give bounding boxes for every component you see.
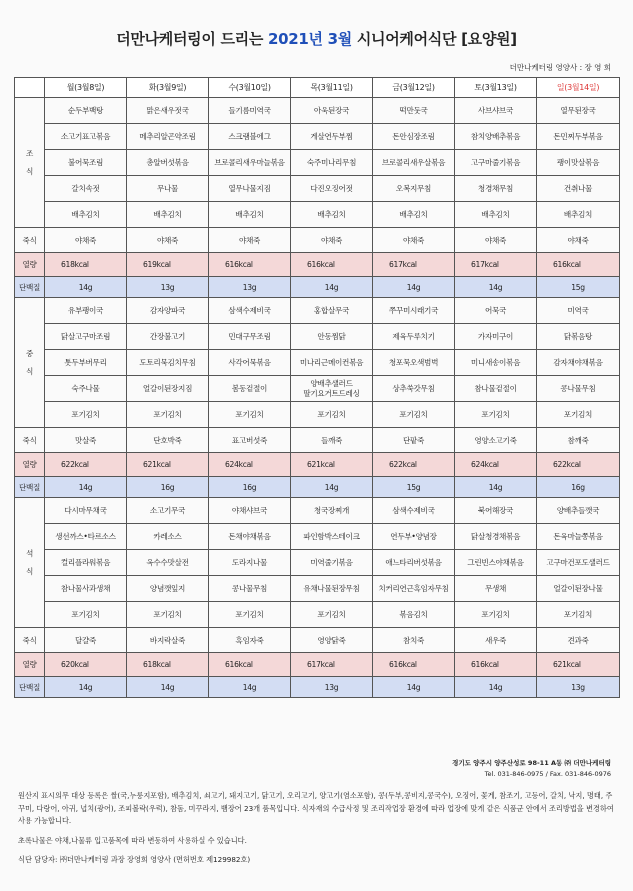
menu-cell: 안동찜닭 bbox=[291, 324, 373, 350]
menu-cell: 갈치속젓 bbox=[45, 176, 127, 202]
menu-cell: 게살연두부찜 bbox=[291, 124, 373, 150]
menu-cell: 배추김치 bbox=[45, 202, 127, 228]
calories-cell: 616kcal bbox=[209, 653, 291, 677]
menu-cell: 포기김치 bbox=[209, 602, 291, 628]
meal-label-char: 조 bbox=[25, 148, 34, 158]
menu-cell: 포기김치 bbox=[455, 402, 537, 428]
porridge-cell: 야채죽 bbox=[537, 228, 620, 253]
menu-cell: 돈육마늘쫑볶음 bbox=[537, 524, 620, 550]
calories-cell: 618kcal bbox=[127, 653, 209, 677]
porridge-cell: 영양소고기죽 bbox=[455, 428, 537, 453]
menu-cell: 미니새송이볶음 bbox=[455, 350, 537, 376]
notes bbox=[18, 790, 618, 874]
protein-cell: 15g bbox=[373, 477, 455, 498]
menu-cell: 도토리묵김치무침 bbox=[127, 350, 209, 376]
calories-row bbox=[15, 653, 620, 677]
calories-cell: 619kcal bbox=[127, 253, 209, 277]
calories-cell: 622kcal bbox=[373, 453, 455, 477]
menu-cell: 콩나물무침 bbox=[537, 376, 620, 402]
menu-row bbox=[15, 124, 620, 150]
menu-cell: 포기김치 bbox=[45, 602, 127, 628]
protein-cell: 14g bbox=[291, 477, 373, 498]
dietitian-credit: 더만나케터링 영양사 : 장 영 희 bbox=[509, 63, 611, 72]
menu-cell: 톳두부버무리 bbox=[45, 350, 127, 376]
menu-cell: 브로콜리새우살볶음 bbox=[373, 150, 455, 176]
calories-row bbox=[15, 453, 620, 477]
menu-cell: 순두부백탕 bbox=[45, 98, 127, 124]
menu-cell: 감자채야채볶음 bbox=[537, 350, 620, 376]
menu-cell: 배추김치 bbox=[291, 202, 373, 228]
protein-label: 단백질 bbox=[15, 677, 45, 698]
page-title bbox=[0, 28, 633, 49]
menu-cell: 봄동겉절이 bbox=[209, 376, 291, 402]
menu-cell: 삼색수제비국 bbox=[373, 498, 455, 524]
menu-cell: 감자양파국 bbox=[127, 298, 209, 324]
meal-label bbox=[15, 298, 45, 428]
menu-cell: 얼갈이된장지짐 bbox=[127, 376, 209, 402]
protein-cell: 14g bbox=[373, 677, 455, 698]
menu-cell: 포기김치 bbox=[537, 602, 620, 628]
menu-cell: 돈안심장조림 bbox=[373, 124, 455, 150]
porridge-cell: 야채죽 bbox=[373, 228, 455, 253]
menu-cell: 포기김치 bbox=[291, 602, 373, 628]
calories-label: 열량 bbox=[15, 453, 45, 477]
menu-cell: 포기김치 bbox=[127, 402, 209, 428]
menu-cell: 홍합살무국 bbox=[291, 298, 373, 324]
menu-cell: 그린빈스야채볶음 bbox=[455, 550, 537, 576]
title-suffix: 시니어케어식단 [요양원] bbox=[351, 30, 517, 48]
meal-label bbox=[15, 98, 45, 228]
protein-cell: 13g bbox=[291, 677, 373, 698]
menu-row bbox=[15, 498, 620, 524]
protein-cell: 13g bbox=[209, 277, 291, 298]
porridge-cell: 참깨죽 bbox=[537, 428, 620, 453]
protein-cell: 13g bbox=[537, 677, 620, 698]
menu-cell: 애느타리버섯볶음 bbox=[373, 550, 455, 576]
menu-cell bbox=[291, 376, 373, 402]
protein-cell: 15g bbox=[537, 277, 620, 298]
menu-cell: 양배추들깻국 bbox=[537, 498, 620, 524]
porridge-cell: 야채죽 bbox=[455, 228, 537, 253]
note-manager: 식단 담당자: ㈜더만나케터링 과장 장영희 영양사 (면허번호 제129982호) bbox=[18, 855, 251, 864]
protein-cell: 14g bbox=[45, 477, 127, 498]
porridge-cell: 야채죽 bbox=[127, 228, 209, 253]
meal-label-char: 중 bbox=[25, 348, 34, 358]
meal-label-char: 식 bbox=[25, 366, 34, 376]
porridge-cell: 표고버섯죽 bbox=[209, 428, 291, 453]
menu-cell: 배추김치 bbox=[373, 202, 455, 228]
meal-label-char: 석 bbox=[25, 548, 34, 558]
porridge-cell: 야채죽 bbox=[209, 228, 291, 253]
menu-cell: 포기김치 bbox=[455, 602, 537, 628]
menu-cell: 맑은새우젓국 bbox=[127, 98, 209, 124]
porridge-cell: 야채죽 bbox=[45, 228, 127, 253]
title-prefix: 더만나케터링이 드리는 bbox=[116, 30, 268, 48]
menu-cell: 옥수수맛살전 bbox=[127, 550, 209, 576]
menu-cell: 유부팽이국 bbox=[45, 298, 127, 324]
calories-cell: 622kcal bbox=[45, 453, 127, 477]
corner-cell bbox=[15, 78, 45, 98]
menu-cell: 카레소스 bbox=[127, 524, 209, 550]
day-header-sunday: 일(3월14일) bbox=[537, 78, 620, 98]
menu-cell: 팽이맛살볶음 bbox=[537, 150, 620, 176]
note-vegetables: 초록나물은 야채,나물류 입고품목에 따라 변동하여 사용하실 수 있습니다. bbox=[18, 835, 247, 845]
meal-label-char: 식 bbox=[25, 166, 34, 176]
meal-label-char: 식 bbox=[25, 566, 34, 576]
day-header-row bbox=[15, 78, 620, 98]
porridge-cell: 야채죽 bbox=[291, 228, 373, 253]
calories-row bbox=[15, 253, 620, 277]
calories-cell: 616kcal bbox=[537, 253, 620, 277]
menu-cell: 열무된장국 bbox=[537, 98, 620, 124]
day-header: 월(3월8일) bbox=[45, 78, 127, 98]
protein-cell: 14g bbox=[291, 277, 373, 298]
menu-cell: 무생채 bbox=[455, 576, 537, 602]
calories-label: 열량 bbox=[15, 253, 45, 277]
calories-cell: 624kcal bbox=[455, 453, 537, 477]
menu-cell: 컬리플라워볶음 bbox=[45, 550, 127, 576]
menu-cell: 소고기표고볶음 bbox=[45, 124, 127, 150]
company-phone: Tel. 031-846-0975 / Fax. 031-846-0976 bbox=[484, 770, 611, 778]
calories-label: 열량 bbox=[15, 653, 45, 677]
porridge-cell: 단팥죽 bbox=[373, 428, 455, 453]
menu-cell: 청포묵오색범벅 bbox=[373, 350, 455, 376]
menu-cell: 숙주나물 bbox=[45, 376, 127, 402]
menu-cell: 오복지무침 bbox=[373, 176, 455, 202]
menu-cell: 포기김치 bbox=[45, 402, 127, 428]
menu-cell: 유채나물된장무침 bbox=[291, 576, 373, 602]
menu-cell: 얼갈이된장나물 bbox=[537, 576, 620, 602]
porridge-label: 죽식 bbox=[15, 628, 45, 653]
porridge-row bbox=[15, 628, 620, 653]
menu-cell: 북어해장국 bbox=[455, 498, 537, 524]
calories-cell: 617kcal bbox=[455, 253, 537, 277]
menu-cell: 콩나물무침 bbox=[209, 576, 291, 602]
menu-cell: 고구마줄기볶음 bbox=[455, 150, 537, 176]
menu-cell: 돈민찌두부볶음 bbox=[537, 124, 620, 150]
menu-cell: 불어묵조림 bbox=[45, 150, 127, 176]
menu-cell: 고구마건포도샐러드 bbox=[537, 550, 620, 576]
menu-row bbox=[15, 350, 620, 376]
protein-row bbox=[15, 477, 620, 498]
calories-cell: 621kcal bbox=[127, 453, 209, 477]
protein-cell: 14g bbox=[127, 677, 209, 698]
menu-row bbox=[15, 176, 620, 202]
calories-cell: 621kcal bbox=[291, 453, 373, 477]
menu-cell: 참나물사과생채 bbox=[45, 576, 127, 602]
porridge-row bbox=[15, 428, 620, 453]
calories-cell: 616kcal bbox=[209, 253, 291, 277]
menu-cell: 배추김치 bbox=[455, 202, 537, 228]
menu-cell: 들기름미역국 bbox=[209, 98, 291, 124]
menu-cell: 배추김치 bbox=[537, 202, 620, 228]
menu-row bbox=[15, 98, 620, 124]
menu-cell: 쭈꾸미시래기국 bbox=[373, 298, 455, 324]
menu-cell: 연두부•양념장 bbox=[373, 524, 455, 550]
protein-cell: 13g bbox=[127, 277, 209, 298]
protein-cell: 16g bbox=[209, 477, 291, 498]
menu-cell: 청경채무침 bbox=[455, 176, 537, 202]
protein-label: 단백질 bbox=[15, 277, 45, 298]
menu-cell: 포기김치 bbox=[209, 402, 291, 428]
protein-cell: 16g bbox=[537, 477, 620, 498]
menu-cell: 총알버섯볶음 bbox=[127, 150, 209, 176]
day-header: 금(3월12일) bbox=[373, 78, 455, 98]
menu-cell-line: 딸기요거트드레싱 bbox=[303, 388, 360, 398]
menu-cell: 메추리알곤약조림 bbox=[127, 124, 209, 150]
menu-cell: 간장불고기 bbox=[127, 324, 209, 350]
menu-row bbox=[15, 402, 620, 428]
day-header: 화(3월9일) bbox=[127, 78, 209, 98]
calories-cell: 616kcal bbox=[455, 653, 537, 677]
menu-cell: 브로콜리새우마늘볶음 bbox=[209, 150, 291, 176]
menu-row bbox=[15, 550, 620, 576]
menu-cell: 다진오징어젓 bbox=[291, 176, 373, 202]
menu-cell: 제육두루치기 bbox=[373, 324, 455, 350]
menu-cell: 치커리연근흑임자무침 bbox=[373, 576, 455, 602]
calories-cell: 616kcal bbox=[373, 653, 455, 677]
menu-cell: 사브샤브국 bbox=[455, 98, 537, 124]
menu-cell: 배추김치 bbox=[127, 202, 209, 228]
day-header: 목(3월11일) bbox=[291, 78, 373, 98]
calories-cell: 617kcal bbox=[373, 253, 455, 277]
protein-cell: 14g bbox=[455, 677, 537, 698]
porridge-cell: 견과죽 bbox=[537, 628, 620, 653]
menu-cell: 미역줄기볶음 bbox=[291, 550, 373, 576]
protein-row bbox=[15, 277, 620, 298]
note-origin: 원산지 표시의무 대상 등록은 쌀(국,누룽지포함), 배추김치, 쇠고기, 돼지고기, 닭고기, 오리고기, 양고기(염소포함), 콩(두부,콩비지,콩국수), 오징어, 꽃게, 참조기, 고등어, 갈치, 낙지, 명태, 주꾸미, 다랑어, 아귀, 넙치(광어), 조피볼락(우럭), 참돔, 미꾸라지, 뱀장어 23개 품목입니다. 식자재의 수급사정 및 조리작업장 환경에 따라 업장에 맞게 같은 식품군 안에서 조리방법을 변경하여 사용 가능합니다. bbox=[18, 791, 614, 825]
menu-cell: 민대구무조림 bbox=[209, 324, 291, 350]
menu-cell: 포기김치 bbox=[537, 402, 620, 428]
menu-cell: 삼색수제비국 bbox=[209, 298, 291, 324]
menu-cell: 볶음김치 bbox=[373, 602, 455, 628]
menu-cell: 무나물 bbox=[127, 176, 209, 202]
protein-cell: 16g bbox=[127, 477, 209, 498]
menu-cell: 건취나물 bbox=[537, 176, 620, 202]
calories-cell: 622kcal bbox=[537, 453, 620, 477]
calories-cell: 621kcal bbox=[537, 653, 620, 677]
menu-cell: 떡만둣국 bbox=[373, 98, 455, 124]
calories-cell: 616kcal bbox=[291, 253, 373, 277]
porridge-label: 죽식 bbox=[15, 228, 45, 253]
menu-cell: 미역국 bbox=[537, 298, 620, 324]
protein-cell: 14g bbox=[455, 477, 537, 498]
menu-cell: 생선까스•타르소스 bbox=[45, 524, 127, 550]
menu-cell: 야채샤브국 bbox=[209, 498, 291, 524]
porridge-cell: 흑임자죽 bbox=[209, 628, 291, 653]
calories-cell: 624kcal bbox=[209, 453, 291, 477]
porridge-cell: 새우죽 bbox=[455, 628, 537, 653]
menu-row bbox=[15, 376, 620, 402]
menu-row bbox=[15, 576, 620, 602]
protein-cell: 14g bbox=[455, 277, 537, 298]
menu-cell: 아욱된장국 bbox=[291, 98, 373, 124]
day-header: 토(3월13일) bbox=[455, 78, 537, 98]
menu-cell: 파인함박스테이크 bbox=[291, 524, 373, 550]
menu-row bbox=[15, 150, 620, 176]
menu-row bbox=[15, 524, 620, 550]
menu-cell: 포기김치 bbox=[373, 402, 455, 428]
protein-cell: 14g bbox=[45, 677, 127, 698]
porridge-cell: 달걀죽 bbox=[45, 628, 127, 653]
menu-cell: 포기김치 bbox=[291, 402, 373, 428]
menu-cell: 참나물겉절이 bbox=[455, 376, 537, 402]
menu-cell: 도라지나물 bbox=[209, 550, 291, 576]
menu-cell: 돈채야채볶음 bbox=[209, 524, 291, 550]
porridge-cell: 참치죽 bbox=[373, 628, 455, 653]
porridge-cell: 맛살죽 bbox=[45, 428, 127, 453]
protein-label: 단백질 bbox=[15, 477, 45, 498]
menu-cell: 다시마무채국 bbox=[45, 498, 127, 524]
calories-cell: 620kcal bbox=[45, 653, 127, 677]
menu-row bbox=[15, 324, 620, 350]
calories-cell: 618kcal bbox=[45, 253, 127, 277]
menu-cell: 포기김치 bbox=[127, 602, 209, 628]
menu-cell: 스크램블에그 bbox=[209, 124, 291, 150]
porridge-label: 죽식 bbox=[15, 428, 45, 453]
protein-cell: 14g bbox=[209, 677, 291, 698]
menu-cell: 닭살청경채볶음 bbox=[455, 524, 537, 550]
menu-cell: 가자미구이 bbox=[455, 324, 537, 350]
menu-row bbox=[15, 602, 620, 628]
porridge-cell: 단호박죽 bbox=[127, 428, 209, 453]
menu-cell: 열무나물지짐 bbox=[209, 176, 291, 202]
company-address: 경기도 양주시 양주산성로 98-11 A동 ㈜ 더만나케터링 bbox=[452, 759, 611, 767]
menu-cell: 미나리근메이컨볶음 bbox=[291, 350, 373, 376]
protein-cell: 14g bbox=[45, 277, 127, 298]
menu-cell: 청국장찌개 bbox=[291, 498, 373, 524]
porridge-cell: 들깨죽 bbox=[291, 428, 373, 453]
porridge-cell: 바지락살죽 bbox=[127, 628, 209, 653]
menu-cell-line: 양배추샐러드 bbox=[310, 378, 353, 388]
menu-cell: 사각어묵볶음 bbox=[209, 350, 291, 376]
protein-cell: 14g bbox=[373, 277, 455, 298]
menu-cell: 숙주미나리무침 bbox=[291, 150, 373, 176]
menu-cell: 소고기무국 bbox=[127, 498, 209, 524]
title-highlight: 2021년 3월 bbox=[267, 30, 352, 48]
menu-cell: 참치양배추볶음 bbox=[455, 124, 537, 150]
calories-cell: 617kcal bbox=[291, 653, 373, 677]
porridge-cell: 영양닭죽 bbox=[291, 628, 373, 653]
menu-row bbox=[15, 298, 620, 324]
menu-table bbox=[14, 77, 620, 698]
menu-cell: 배추김치 bbox=[209, 202, 291, 228]
menu-row bbox=[15, 202, 620, 228]
meal-label bbox=[15, 498, 45, 628]
protein-row bbox=[15, 677, 620, 698]
menu-cell: 닭볶음탕 bbox=[537, 324, 620, 350]
menu-cell: 어묵국 bbox=[455, 298, 537, 324]
menu-cell: 양념깻잎지 bbox=[127, 576, 209, 602]
menu-cell: 닭살고구마조림 bbox=[45, 324, 127, 350]
menu-cell: 상추쑥갓무침 bbox=[373, 376, 455, 402]
day-header: 수(3월10일) bbox=[209, 78, 291, 98]
porridge-row bbox=[15, 228, 620, 253]
